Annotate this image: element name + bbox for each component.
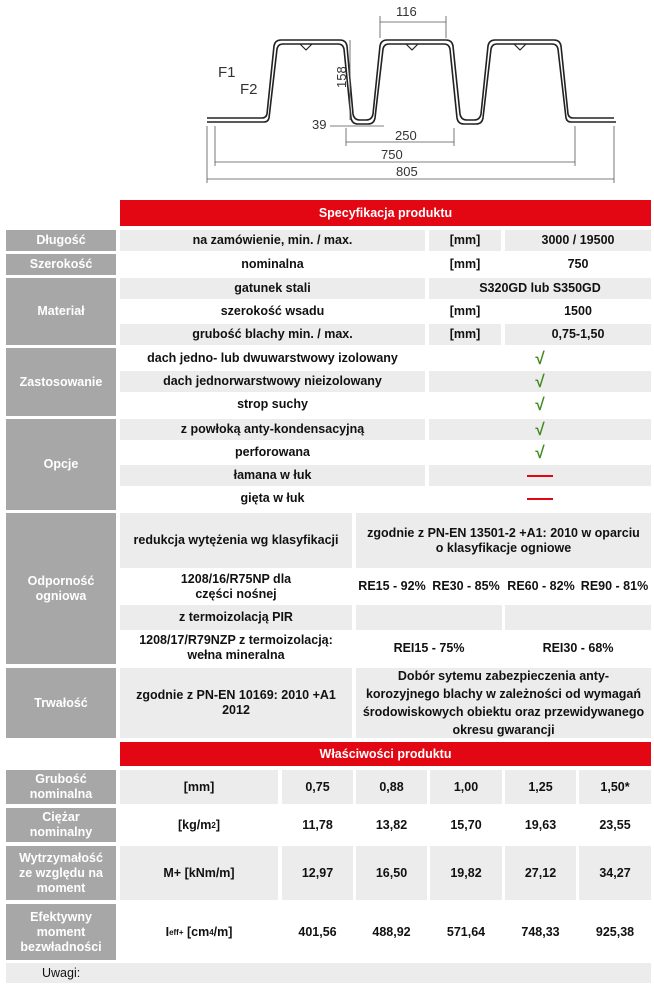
prop-row-weight-label: Ciężar nominalny xyxy=(6,808,116,842)
inertia-unit-base: I xyxy=(165,924,170,939)
length-value: 3000 / 19500 xyxy=(505,230,651,251)
use-check-1: √ xyxy=(535,349,545,368)
material-label: Materiał xyxy=(6,278,116,345)
prop-weight-v5: 23,55 xyxy=(599,817,631,832)
notes-row: Uwagi: xyxy=(6,963,651,983)
prop-row-weight-unit xyxy=(120,808,278,842)
length-desc: na zamówienie, min. / max. xyxy=(120,230,425,251)
prop-inertia-v2: 488,92 xyxy=(372,924,411,939)
inertia-unit-sub: eff xyxy=(169,927,179,937)
prop-row-thickness-label: Grubość nominalna xyxy=(6,770,116,804)
prop-inertia-v4: 748,33 xyxy=(521,924,560,939)
inertia-unit-end: /m] xyxy=(213,924,233,939)
prop-moment-v1: 12,97 xyxy=(282,846,353,900)
material-thk-unit: [mm] xyxy=(429,324,501,345)
material-coil-desc: szerokość wsadu xyxy=(220,304,325,318)
fire-r75-desc: 1208/16/R75NP dla części nośnej xyxy=(180,571,292,601)
prop-inertia-v1: 401,56 xyxy=(298,924,337,939)
width-unit: [mm] xyxy=(449,257,481,271)
prop-thickness-v4: 1,25 xyxy=(505,770,576,804)
profile-inner xyxy=(207,44,616,124)
prop-inertia-v3: 571,64 xyxy=(446,924,486,939)
prop-moment-v4: 27,12 xyxy=(505,846,576,900)
material-grade-desc: gatunek stali xyxy=(120,278,425,299)
fire-reduction-desc: redukcja wytężenia wg klasyfikacji xyxy=(120,513,352,568)
fire-re60: RE60 - 82% xyxy=(507,579,575,593)
face-f1: F1 xyxy=(218,64,236,81)
use-item-3: strop suchy xyxy=(237,397,308,411)
props-header: Właściwości produktu xyxy=(120,742,651,766)
prop-moment-v2: 16,50 xyxy=(356,846,427,900)
option-dash-3 xyxy=(429,465,651,486)
fire-re30: RE30 - 85% xyxy=(432,579,500,593)
fire-rei30: REI30 - 68% xyxy=(542,640,614,655)
option-item-2: perforowana xyxy=(234,445,310,459)
profile-drawing xyxy=(0,0,654,196)
inertia-unit-sup1: + xyxy=(178,927,184,937)
fire-r79-desc: 1208/17/R79NZP z termoizolacją: wełna mineralna xyxy=(139,633,333,662)
unavailable-dash-icon xyxy=(527,475,553,477)
prop-moment-v3: 19,82 xyxy=(430,846,502,900)
option-item-4: gięta w łuk xyxy=(240,491,305,505)
width-label: Szerokość xyxy=(6,254,116,275)
material-coil-value: 1500 xyxy=(564,304,592,318)
fire-rei15: REI15 - 75% xyxy=(393,640,465,655)
option-dash-4 xyxy=(429,488,651,509)
option-item-1: z powłoką anty-kondensacyjną xyxy=(120,419,425,440)
material-thk-value: 0,75-1,50 xyxy=(505,324,651,345)
spec-header: Specyfikacja produktu xyxy=(120,200,651,226)
fire-re15: RE15 - 92% xyxy=(358,579,426,593)
length-label: Długość xyxy=(6,230,116,251)
prop-thickness-v2: 0,88 xyxy=(356,770,427,804)
weight-unit-end: ] xyxy=(215,817,220,832)
fire-reduction-value: zgodnie z PN-EN 13501-2 +A1: 2010 w oparciu o klasyfikacje ogniowe xyxy=(356,513,651,568)
profile-outline xyxy=(207,40,614,120)
weight-unit-sup: 2 xyxy=(211,820,216,830)
options-label: Opcje xyxy=(6,419,116,510)
option-item-3: łamana w łuk xyxy=(120,465,425,486)
inertia-unit-sup: 4 xyxy=(209,927,214,937)
durability-desc: zgodnie z PN-EN 10169: 2010 +A1 2012 xyxy=(120,668,352,738)
prop-moment-v5: 34,27 xyxy=(579,846,651,900)
dim-39: 39 xyxy=(312,117,327,132)
durability-value: Dobór sytemu zabezpieczenia anty-korozyjnego blachy w zależności od wymagań środowiskowych obiektu oraz przewidywanego okresu gwarancji xyxy=(356,668,651,738)
durability-label: Trwałość xyxy=(6,668,116,738)
prop-row-moment-unit: M+ [kNm/m] xyxy=(120,846,278,900)
prop-inertia-v5: 925,38 xyxy=(595,924,635,939)
prop-thickness-v3: 1,00 xyxy=(430,770,502,804)
length-unit: [mm] xyxy=(429,230,501,251)
unavailable-dash-icon xyxy=(527,498,553,500)
prop-thickness-v1: 0,75 xyxy=(282,770,353,804)
inertia-unit-mid: [cm xyxy=(183,924,210,939)
prop-weight-v1: 11,78 xyxy=(302,817,333,832)
use-check-2: √ xyxy=(429,371,651,392)
face-f2: F2 xyxy=(240,81,258,98)
prop-row-inertia-label: Efektywny moment bezwładności xyxy=(6,904,116,960)
dim-158: 158 xyxy=(334,66,349,88)
dim-805: 805 xyxy=(396,164,418,179)
dim-250: 250 xyxy=(395,128,417,143)
use-check-3: √ xyxy=(535,395,545,414)
width-desc: nominalna xyxy=(241,257,304,271)
use-item-2: dach jednorwarstwowy nieizolowany xyxy=(120,371,425,392)
prop-row-thickness-unit: [mm] xyxy=(120,770,278,804)
use-label: Zastosowanie xyxy=(6,348,116,416)
fire-pir-empty-2 xyxy=(505,605,651,630)
option-check-2: √ xyxy=(535,443,545,462)
fire-label: Odporność ogniowa xyxy=(6,513,116,664)
prop-row-moment-label: Wytrzymałość ze względu na moment xyxy=(6,846,116,900)
prop-thickness-v5: 1,50* xyxy=(579,770,651,804)
prop-weight-v4: 19,63 xyxy=(524,817,557,832)
prop-row-inertia-unit xyxy=(120,904,278,960)
prop-weight-v3: 15,70 xyxy=(450,817,482,832)
dim-750: 750 xyxy=(381,147,403,162)
fire-pir-desc: z termoizolacją PIR xyxy=(120,605,352,630)
dim-116: 116 xyxy=(396,4,417,19)
weight-unit-base: [kg/m xyxy=(178,817,212,832)
option-check-1: √ xyxy=(429,419,651,440)
use-item-1: dach jedno- lub dwuwarstwowy izolowany xyxy=(147,351,398,365)
material-coil-unit: [mm] xyxy=(449,304,481,318)
material-thk-desc: grubość blachy min. / max. xyxy=(120,324,425,345)
fire-re90: RE90 - 81% xyxy=(580,579,649,593)
prop-weight-v2: 13,82 xyxy=(375,817,408,832)
width-value: 750 xyxy=(567,257,589,271)
material-grade-value: S320GD lub S350GD xyxy=(429,278,651,299)
fire-pir-empty-1 xyxy=(356,605,502,630)
